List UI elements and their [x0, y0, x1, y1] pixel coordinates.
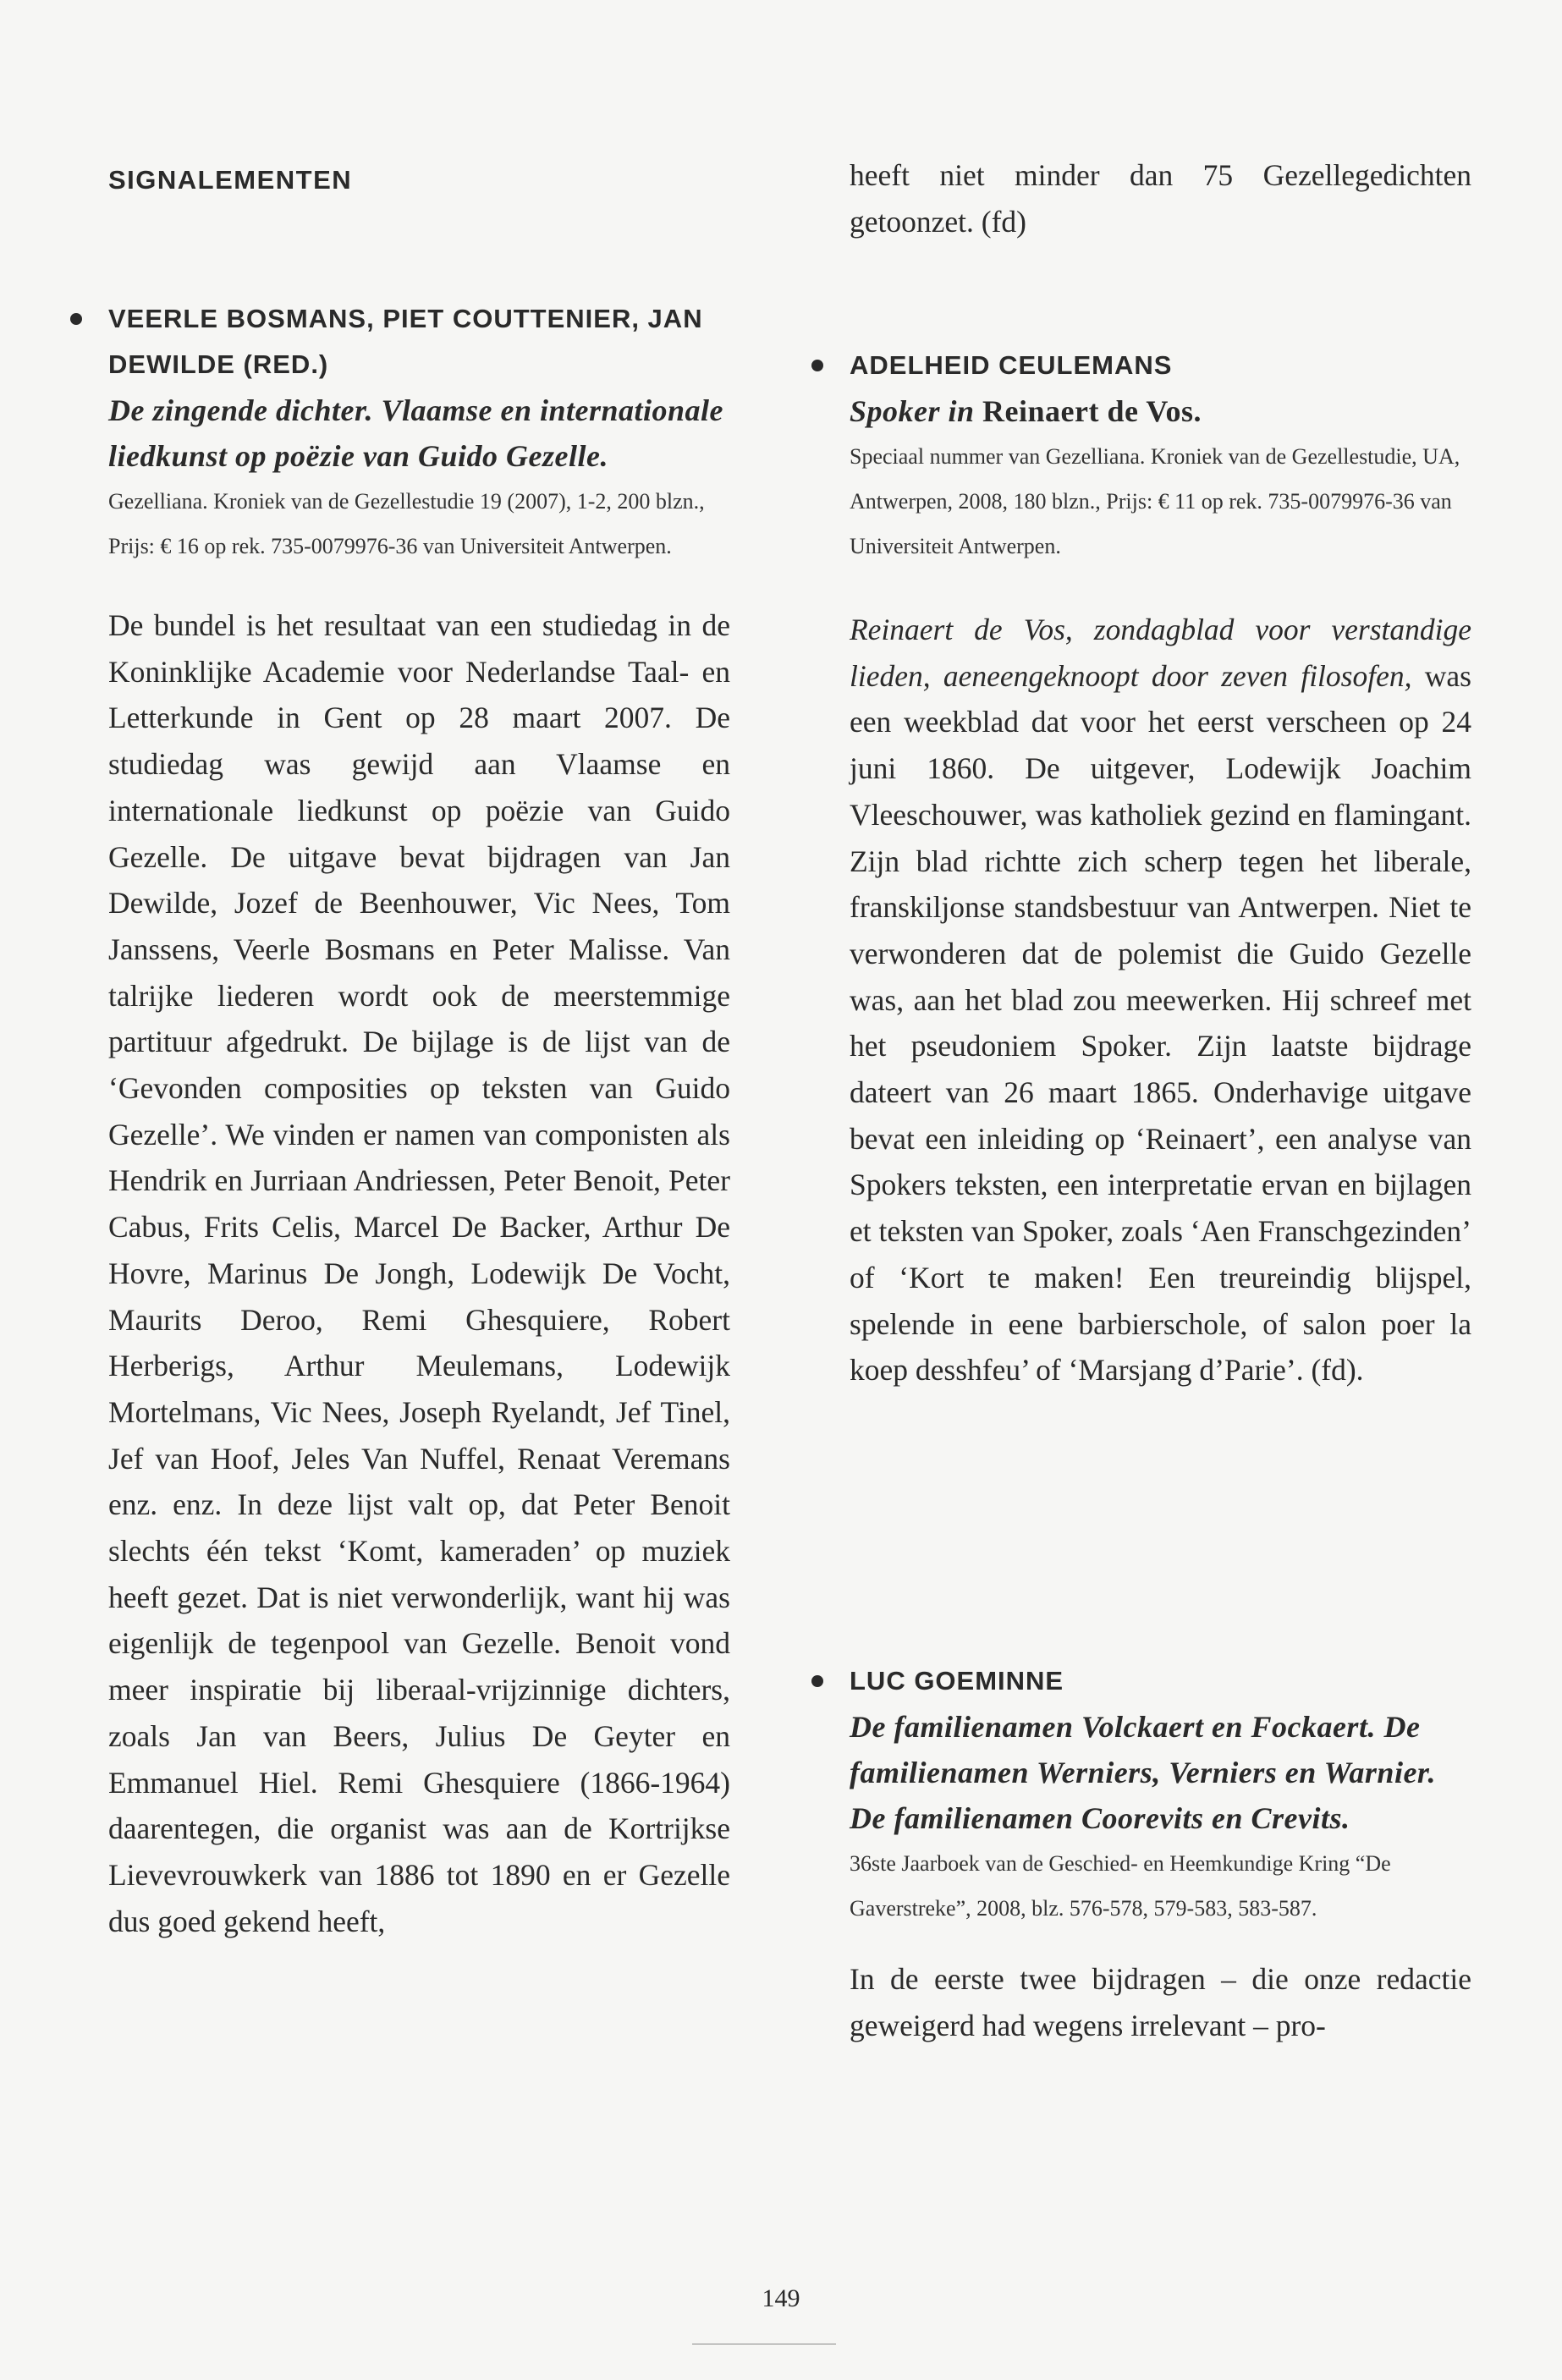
review-entry-1	[108, 296, 730, 1944]
bullet-icon	[811, 1675, 823, 1687]
entry-title-upright: Reinaert de Vos.	[982, 394, 1202, 428]
entry-title-italic: Spoker in	[850, 394, 975, 428]
bullet-icon	[811, 360, 823, 371]
entry-meta: Speciaal nummer van Gezelliana. Kroniek van de Gezellestudie, UA, Antwerpen, 2008, 180 blzn., Prijs: € 11 op rek. 735-0079976-36 van Universiteit Antwerpen.	[850, 444, 1460, 558]
entry-meta: Gezelliana. Kroniek van de Gezellestudie 19 (2007), 1-2, 200 blzn., Prijs: € 16 op rek. 735-0079976-36 van Universiteit Antwerpen.	[108, 489, 705, 558]
entry-author: ADELHEID CEULEMANS	[850, 350, 1173, 380]
bullet-icon	[70, 313, 82, 325]
entry-body	[850, 607, 1471, 1393]
entry-author: LUC GOEMINNE	[850, 1666, 1064, 1696]
section-heading: SIGNALEMENTEN	[108, 165, 353, 195]
entry-body-lead: Reinaert de Vos, zondagblad voor verstandige lieden, aeneengeknoopt door zeven filosofen,	[850, 613, 1471, 693]
entry-author: VEERLE BOSMANS, PIET COUTTENIER, JAN DEWILDE (RED.)	[108, 304, 703, 379]
entry-body: In de eerste twee bijdragen – die onze redactie geweigerd had wegens irrelevant – pro-	[850, 1962, 1471, 2042]
entry-body-rest: was een weekblad dat voor het eerst verscheen op 24 juni 1860. De uitgever, Lodewijk Joachim Vleeschouwer, was katholiek gezind en flamingant. Zijn blad richtte zich scherp tegen het liberale, franskiljonse standsbestuur van Antwerpen. Niet te verwonderen dat de polemist die Guido Gezelle was, aan het blad zou meewerken. Hij schreef met het pseudoniem Spoker. Zijn laatste bijdrage dateert van 26 maart 1865. Onderhavige uitgave bevat een inleiding op ‘Reinaert’, een analyse van Spokers teksten, een interpretatie ervan en bijlagen et teksten van Spoker, zoals ‘Aen Franschgezinden’ of ‘Kort te maken! Een treureindig blijspel, spelende in eene barbierschole, of salon poer la koep desshfeu’ of ‘Marsjang d’Parie’. (fd).	[850, 658, 1471, 1388]
entry-meta: 36ste Jaarboek van de Geschied- en Heemkundige Kring “De Gaverstreke”, 2008, blz. 576-578, 579-583, 583-587.	[850, 1851, 1391, 1921]
continued-text: heeft niet minder dan 75 Gezellegedichten getoonzet. (fd)	[850, 158, 1471, 239]
review-entry-2	[850, 343, 1471, 1393]
page-number: 149	[762, 2284, 800, 2312]
review-entry-3	[850, 1658, 1471, 2048]
entry-body: De bundel is het resultaat van een studiedag in de Koninklijke Academie voor Nederlandse Taal- en Letterkunde in Gent op 28 maart 2007. De studiedag was gewijd aan Vlaamse en internationale liedkunst op poëzie van Guido Gezelle. De uitgave bevat bijdragen van Jan Dewilde, Jozef de Beenhouwer, Vic Nees, Tom Janssens, Veerle Bosmans en Peter Malisse. Van talrijke liederen wordt ook de meerstemmige partituur afgedrukt. De bijlage is de lijst van de ‘Gevonden composities op teksten van Guido Gezelle’. We vinden er namen van componisten als Hendrik en Jurriaan Andriessen, Peter Benoit, Peter Cabus, Frits Celis, Marcel De Backer, Arthur De Hovre, Marinus De Jongh, Lodewijk De Vocht, Maurits Deroo, Remi Ghesquiere, Robert Herberigs, Arthur Meulemans, Lodewijk Mortelmans, Vic Nees, Joseph Ryelandt, Jef Tinel, Jef van Hoof, Jeles Van Nuffel, Renaat Veremans enz. enz. In deze lijst valt op, dat Peter Benoit slechts één tekst ‘Komt, kameraden’ op muziek heeft gezet. Dat is niet verwonderlijk, want hij was eigenlijk de tegenpool van Gezelle. Benoit vond meer inspiratie bij liberaal-vrijzinnige dichters, zoals Jan van Beers, Julius De Geyter en Emmanuel Hiel. Remi Ghesquiere (1866-1964) daarentegen, die organist was aan de Kortrijkse Lievevrouwkerk van 1886 tot 1890 en er Gezelle dus goed gekend heeft,	[108, 608, 730, 1938]
entry-title	[850, 388, 1471, 434]
entry-title: De familienamen Volckaert en Fockaert. De familienamen Werniers, Verniers en Warnier. De familienamen Coorevits en Crevits.	[850, 1710, 1436, 1835]
entry-title: De zingende dichter. Vlaamse en internationale liedkunst op poëzie van Guido Gezelle.	[108, 393, 724, 473]
